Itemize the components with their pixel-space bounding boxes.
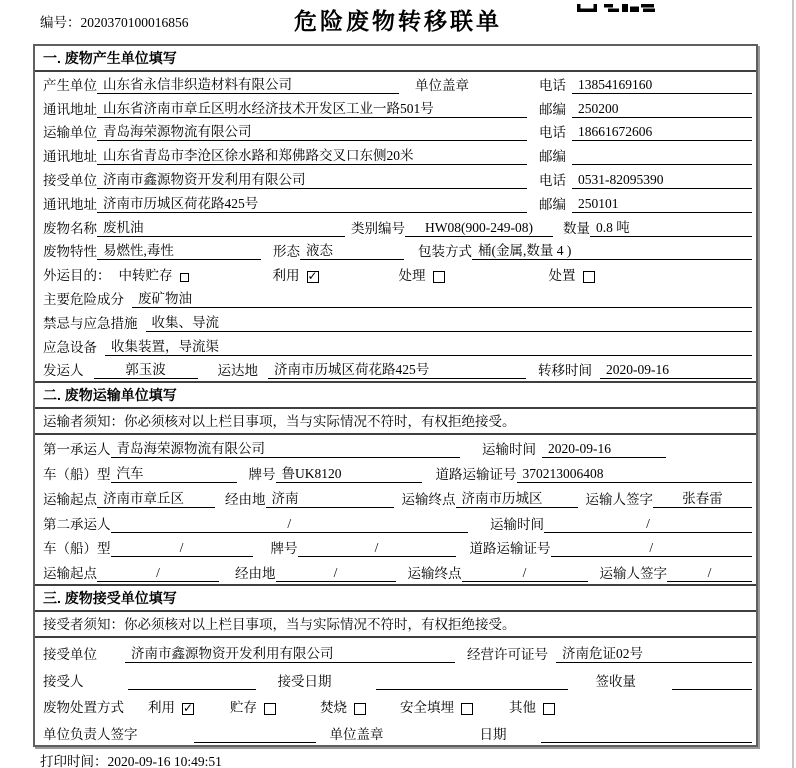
form-table: [33, 44, 758, 747]
row-disposal-method: [35, 692, 756, 719]
checkbox-utilize-checked: ✓: [307, 271, 318, 284]
route1-end-label: 运输终点: [401, 491, 456, 507]
route1-start-label: 运输起点: [43, 491, 97, 507]
signed-amount-value: [672, 689, 752, 690]
receiver-unit-value: 济南市鑫源物资开发利用有限公司: [97, 171, 527, 189]
route2-sign-label: 运输人签字: [599, 566, 667, 582]
address2-label: 通讯地址: [43, 149, 97, 165]
row-first-carrier: [35, 435, 756, 460]
receiving-unit-label: 接受单位: [43, 646, 97, 662]
checkbox-treat: [433, 271, 445, 283]
option-disposal-other: [509, 699, 555, 716]
receiving-unit-value: 济南市鑫源物资开发利用有限公司: [125, 645, 455, 663]
signed-amount-label: 签收量: [595, 673, 636, 689]
license-value: 济南危证02号: [556, 645, 752, 663]
row-waste-name: [35, 215, 756, 239]
vehicle-type1-value: 汽车: [111, 465, 237, 483]
row-sender: [35, 358, 756, 382]
second-carrier-label: 第二承运人: [43, 516, 111, 532]
checkbox-disposal-other: [543, 703, 555, 715]
second-carrier-value: /: [111, 515, 469, 533]
option-disposal-store: [230, 699, 276, 716]
waste-character-label: 废物特性: [43, 244, 97, 260]
row-emergency-measures: [35, 310, 756, 334]
zip1-value: 250200: [572, 100, 752, 118]
producer-unit-label: 产生单位: [43, 77, 97, 93]
sender-value: 郭玉波: [94, 361, 198, 379]
transport-time2-label: 运输时间: [490, 516, 544, 532]
option-transfer-storage-label: 中转贮存: [118, 268, 173, 284]
producer-unit-value: 山东省永信非织造材料有限公司: [97, 76, 399, 94]
zip3-label: 邮编: [539, 196, 566, 212]
section3-title: 三. 废物接受单位填写: [35, 586, 756, 612]
receive-date-value: [376, 689, 568, 690]
date-value: [541, 742, 753, 743]
vehicle-type2-label: 车（船）型: [43, 541, 111, 557]
road-permit1-value: 370213006408: [517, 465, 753, 483]
phone3-label: 电话: [539, 172, 566, 188]
leader-signature-label: 单位负责人签字: [43, 726, 138, 742]
route2-start-label: 运输起点: [43, 566, 97, 582]
option-dispose: [549, 267, 595, 284]
route2-sign-value: /: [667, 564, 752, 582]
print-time-value: 2020-09-16 10:49:51: [107, 754, 222, 768]
row-receiver-unit: [35, 167, 756, 191]
address1-value: 山东省济南市章丘区明水经济技术开发区工业一路501号: [97, 100, 527, 118]
option-disposal-landfill: [400, 699, 473, 716]
route1-via-label: 经由地: [225, 491, 266, 507]
section-producer: [35, 46, 756, 381]
row-route2: [35, 559, 756, 584]
section-receiver: [35, 584, 756, 745]
unit-seal-label: 单位盖章: [415, 77, 469, 93]
row-transport-address: [35, 143, 756, 167]
license-label: 经营许可证号: [467, 646, 548, 662]
receiver-person-value: [128, 689, 256, 690]
row-hazard-component: [35, 286, 756, 310]
phone2-label: 电话: [539, 125, 566, 141]
row-producer-unit: [35, 72, 756, 96]
option-disposal-utilize: [148, 699, 194, 716]
option-disposal-landfill-label: 安全填埋: [400, 700, 454, 716]
row-vehicle-type2: [35, 535, 756, 560]
quantity-label: 数量: [563, 220, 590, 236]
route1-start-value: 济南市章丘区: [97, 490, 215, 508]
route1-sign-label: 运输人签字: [585, 491, 653, 507]
option-disposal-burn-label: 焚烧: [320, 700, 347, 716]
category-code-label: 类别编号: [351, 220, 405, 236]
row-vehicle-type1: [35, 460, 756, 485]
destination-label: 运达地: [217, 363, 258, 379]
unit-seal2-label: 单位盖章: [329, 726, 384, 742]
row-leader-signature: [35, 718, 756, 745]
page-title: 危险废物转移联单: [294, 8, 502, 34]
print-time-label: 打印时间：: [40, 754, 108, 768]
checkbox-disposal-landfill: [461, 703, 473, 715]
zip3-value: 250101: [572, 195, 752, 213]
route2-via-label: 经由地: [235, 566, 276, 582]
row-receiver-person: [35, 665, 756, 692]
route1-end-value: 济南市历城区: [456, 490, 578, 508]
option-treat-label: 处理: [398, 268, 426, 284]
option-disposal-other-label: 其他: [509, 700, 536, 716]
emergency-equipment-label: 应急设备: [43, 339, 97, 355]
checkbox-disposal-utilize-checked: ✓: [183, 703, 194, 716]
form-state-label: 形态: [273, 244, 300, 260]
option-treat: [399, 267, 445, 284]
first-carrier-label: 第一承运人: [43, 442, 111, 458]
emergency-measures-label: 禁忌与应急措施: [43, 315, 138, 331]
phone3-value: 0531-82095390: [572, 171, 752, 189]
section-transporter: [35, 381, 756, 584]
transport-time1-value: 2020-09-16: [542, 440, 666, 458]
quantity-value: 0.8 吨: [590, 219, 752, 237]
route1-sign-value: 张春雷: [653, 490, 752, 508]
option-dispose-label: 处置: [548, 268, 576, 284]
row-emergency-equipment: [35, 334, 756, 358]
checkbox-transfer-storage: [180, 273, 189, 282]
receiver-notice: 接受者须知：你必须核对以上栏目事项，当与实际情况不符时，有权拒绝接受。: [35, 612, 756, 638]
row-route1: [35, 485, 756, 510]
transport-time1-label: 运输时间: [482, 442, 536, 458]
waste-name-value: 废机油: [97, 219, 345, 237]
address3-value: 济南市历城区荷花路425号: [97, 195, 527, 213]
row-receiver-address: [35, 191, 756, 215]
hazard-component-label: 主要危险成分: [43, 291, 124, 307]
row-waste-character: [35, 239, 756, 263]
checkbox-dispose: [583, 271, 595, 283]
route1-via-value: 济南: [266, 490, 394, 508]
road-permit1-label: 道路运输证号: [435, 466, 517, 482]
row-producer-address: [35, 96, 756, 120]
page-right-edge: [792, 0, 794, 768]
option-transfer-storage: [119, 267, 189, 284]
receiver-unit-label: 接受单位: [43, 172, 97, 188]
option-utilize: [273, 267, 319, 284]
transfer-time-label: 转移时间: [538, 363, 592, 379]
emergency-measures-value: 收集、导流: [146, 314, 753, 332]
plate2-value: /: [298, 539, 456, 557]
address2-value: 山东省青岛市李沧区徐水路和郑佛路交叉口东侧20米: [97, 147, 527, 165]
section2-title: 二. 废物运输单位填写: [35, 383, 756, 409]
checkbox-disposal-store: [264, 703, 276, 715]
leader-signature-value: [194, 742, 316, 743]
phone1-value: 13854169160: [572, 76, 752, 94]
destination-value: 济南市历城区荷花路425号: [268, 361, 526, 379]
row-receiving-unit: [35, 638, 756, 665]
purpose-label: 外运目的：: [43, 268, 111, 284]
checkbox-disposal-burn: [354, 703, 366, 715]
vehicle-type1-label: 车（船）型: [43, 466, 111, 482]
phone1-label: 电话: [539, 77, 566, 93]
phone2-value: 18661672606: [572, 123, 752, 141]
option-disposal-utilize-label: 利用: [148, 700, 175, 716]
hazard-component-value: 废矿物油: [132, 290, 752, 308]
option-disposal-burn: [320, 699, 366, 716]
row-transfer-purpose: [35, 262, 756, 286]
form-state-value: 液态: [300, 242, 404, 260]
route2-end-label: 运输终点: [407, 566, 462, 582]
transport-time2-value: /: [544, 515, 752, 533]
serial-label: 编号：: [40, 15, 81, 30]
print-time: [40, 750, 222, 768]
receiver-person-label: 接受人: [43, 673, 84, 689]
route2-via-value: /: [276, 564, 396, 582]
date-label: 日期: [479, 726, 507, 742]
transport-unit-value: 青岛海荣源物流有限公司: [97, 123, 527, 141]
transfer-time-value: 2020-09-16: [600, 361, 752, 379]
row-transport-unit: [35, 120, 756, 144]
plate2-label: 牌号: [270, 541, 298, 557]
packing-label: 包装方式: [418, 244, 472, 260]
address1-label: 通讯地址: [43, 101, 97, 117]
row-second-carrier: [35, 510, 756, 535]
road-permit2-value: /: [551, 539, 753, 557]
transporter-notice: 运输者须知：你必须核对以上栏目事项，当与实际情况不符时，有权拒绝接受。: [35, 409, 756, 435]
zip2-value: [572, 164, 752, 165]
vehicle-type2-value: /: [111, 539, 253, 557]
waste-character-value: 易燃性,毒性: [97, 242, 261, 260]
category-code-value: HW08(900-249-08): [405, 219, 553, 237]
address3-label: 通讯地址: [43, 196, 97, 212]
road-permit2-label: 道路运输证号: [469, 541, 551, 557]
route2-end-value: /: [462, 564, 588, 582]
plate1-label: 牌号: [248, 466, 276, 482]
option-utilize-label: 利用: [272, 268, 300, 284]
route2-start-value: /: [97, 564, 219, 582]
packing-value: 桶(金属,数量 4 ): [472, 242, 752, 260]
section1-title: 一. 废物产生单位填写: [35, 46, 756, 72]
disposal-method-label: 废物处置方式: [43, 700, 124, 716]
plate1-value: 鲁UK8120: [276, 465, 422, 483]
serial-value: 2020370100016856: [80, 15, 189, 30]
waste-name-label: 废物名称: [43, 220, 97, 236]
zip1-label: 邮编: [539, 101, 566, 117]
sender-label: 发运人: [43, 363, 84, 379]
first-carrier-value: 青岛海荣源物流有限公司: [111, 440, 461, 458]
emergency-equipment-value: 收集装置，导流渠: [105, 338, 752, 356]
zip2-label: 邮编: [539, 149, 566, 165]
receive-date-label: 接受日期: [277, 673, 332, 689]
option-disposal-store-label: 贮存: [230, 700, 257, 716]
transport-unit-label: 运输单位: [43, 125, 97, 141]
